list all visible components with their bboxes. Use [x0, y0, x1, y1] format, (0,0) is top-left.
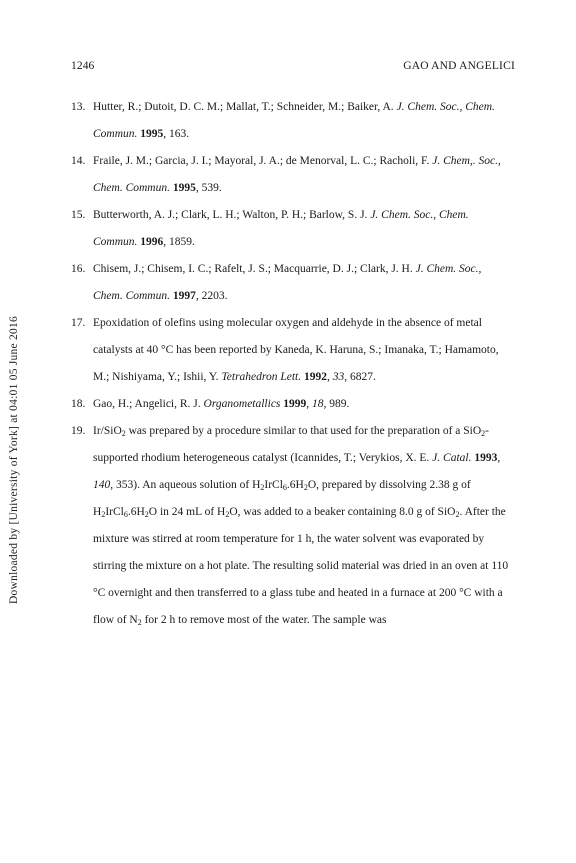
reference-14 — [71, 148, 511, 202]
reference-text: , 353). An aqueous solution of H — [110, 479, 261, 491]
reference-year: 1999 — [283, 398, 307, 410]
reference-year: 1993 — [474, 452, 498, 464]
subscript: 2 — [144, 510, 149, 519]
reference-authors: Butterworth, A. J.; Clark, L. H.; Walton, P. H.; Barlow, S. J. — [93, 209, 368, 221]
subscript: 2 — [121, 429, 126, 438]
reference-authors: Chisem, J.; Chisem, I. C.; Rafelt, J. S.; Macquarrie, D. J.; Clark, J. H. — [93, 263, 413, 275]
subscript: 2 — [303, 483, 308, 492]
reference-journal: J. Catal. — [432, 452, 472, 464]
subscript: 2 — [101, 510, 106, 519]
reference-authors: Hutter, R.; Dutoit, D. C. M.; Mallat, T.; Schneider, M.; Baiker, A. — [93, 101, 394, 113]
reference-15 — [71, 202, 511, 256]
reference-number: 13. — [71, 101, 86, 113]
reference-13 — [71, 94, 511, 148]
reference-text: was prepared by a procedure similar to that used for the preparation of a SiO — [125, 425, 482, 437]
reference-pages: , 6827. — [344, 371, 376, 383]
reference-text: .6H — [286, 479, 304, 491]
reference-year: 1995 — [140, 128, 164, 140]
reference-pages: , 989. — [323, 398, 350, 410]
subscript: 2 — [137, 618, 142, 627]
subscript: 2 — [225, 510, 230, 519]
reference-number: 14. — [71, 155, 86, 167]
reference-year: 1997 — [172, 290, 196, 302]
reference-number: 16. — [71, 263, 86, 275]
reference-journal: J. Chem. Soc., Chem. Commun. — [93, 263, 482, 302]
reference-journal: J. Chem. Soc., Chem. Commun. — [93, 101, 495, 140]
reference-text: O, was added to a beaker containing 8.0 g of SiO — [229, 506, 456, 518]
reference-volume: 18 — [312, 398, 324, 410]
reference-journal: J. Chem. Soc., Chem. Commun. — [93, 209, 469, 248]
reference-text: for 2 h to remove most of the water. The sample was — [141, 614, 387, 626]
download-notice-text: Downloaded by [University of York] at 04:01 05 June 2016 — [8, 315, 20, 605]
reference-text: Ir/SiO — [93, 425, 122, 437]
reference-authors: Gao, H.; Angelici, R. J. — [93, 398, 201, 410]
reference-18: 18. Gao, H.; Angelici, R. J. Organometallics 1999, 18, 989. — [71, 391, 511, 418]
reference-pages: , 2203. — [195, 290, 228, 302]
reference-number: 18. — [71, 398, 86, 410]
subscript: 2 — [260, 483, 265, 492]
subscript: 6 — [282, 483, 287, 492]
reference-year: 1995 — [172, 182, 196, 194]
download-notice-sidebar — [2, 250, 26, 670]
reference-year: 1996 — [140, 236, 164, 248]
reference-number: 15. — [71, 209, 86, 221]
reference-16 — [71, 256, 511, 310]
reference-year: 1992 — [303, 371, 327, 383]
reference-text: -supported rhodium heterogeneous catalyst (Icannides, T.; Verykios, X. E. — [93, 425, 490, 464]
subscript: 6 — [123, 510, 128, 519]
reference-journal: Organometallics — [203, 398, 281, 410]
subscript: 2 — [455, 510, 460, 519]
reference-text: IrCl — [264, 479, 283, 491]
reference-authors: Fraile, J. M.; Garcia, J. I.; Mayoral, J. A.; de Menorval, L. C.; Racholi, F. — [93, 155, 430, 167]
reference-pages: , 1859. — [163, 236, 195, 248]
running-head: GAO AND ANGELICI — [403, 60, 515, 72]
reference-volume: 140 — [93, 479, 111, 491]
reference-pages: , 163. — [163, 128, 190, 140]
reference-19: 19. Ir/SiO$_2$ was prepared by a procedure similar to that used for the preparation of a SiO$_2$-supported rhodium heterogeneous catalyst (Icannides, T.; Verykios, X. E. J. Catal. 1993, 140, 353). An aqueous solution of $H_2IrCl_6.6H_2O$, prepared by dissolving 2.38 g of $H_2IrCl_6.6H_2O$ in 24 mL of $H_2O$, was added to a beaker containing 8.0 g of SiO$_2$. After the mixture was stirred at room temperature for 1 h, the water solvent was evaporated by stirring the mixture on a hot plate. The resulting solid material was dried in an oven at 110 °C overnight and then transferred to a glass tube and heated in a furnace at 200 °C with a flow of $N_2$ for 2 h to remove most of the water. The sample was — [71, 418, 511, 634]
reference-text: O in 24 mL of H — [148, 506, 226, 518]
subscript: 2 — [481, 429, 486, 438]
reference-pages: , 539. — [195, 182, 222, 194]
reference-text: O, prepared by dissolving 2.38 g of H — [93, 479, 471, 518]
reference-volume: 33 — [332, 371, 345, 383]
reference-text: . After the mixture was stirred at room temperature for 1 h, the water solvent was evaporated by stirring the mixture on a hot plate. The resulting solid material was dried in an oven at 110 °C overnight and then transferred to a glass tube and heated in a furnace at 200 °C with a flow of N — [93, 506, 509, 626]
reference-number: 19. — [71, 425, 86, 437]
reference-text: IrCl — [105, 506, 124, 518]
reference-number: 17. — [71, 317, 86, 329]
reference-text: .6H — [127, 506, 145, 518]
reference-list — [71, 94, 511, 634]
page-number: 1246 — [71, 60, 95, 72]
reference-journal: J. Chem,. Soc., Chem. Commun. — [93, 155, 501, 194]
reference-journal: Tetrahedron Lett. — [221, 371, 302, 383]
reference-text: Epoxidation of olefins using molecular oxygen and aldehyde in the absence of metal catalysts at 40 °C has been reported by Kaneda, K. Haruna, S.; Imanaka, T.; Hamamoto, M.; Nishiyama, Y.; Ishii, Y. — [93, 317, 499, 383]
reference-17: 17. Epoxidation of olefins using molecular oxygen and aldehyde in the absence of metal catalysts at 40 °C has been reported by Kaneda, K. Haruna, S.; Imanaka, T.; Hamamoto, M.; Nishiyama, Y.; Ishii, Y. Tetrahedron Lett. 1992, 33, 6827. — [71, 310, 511, 391]
